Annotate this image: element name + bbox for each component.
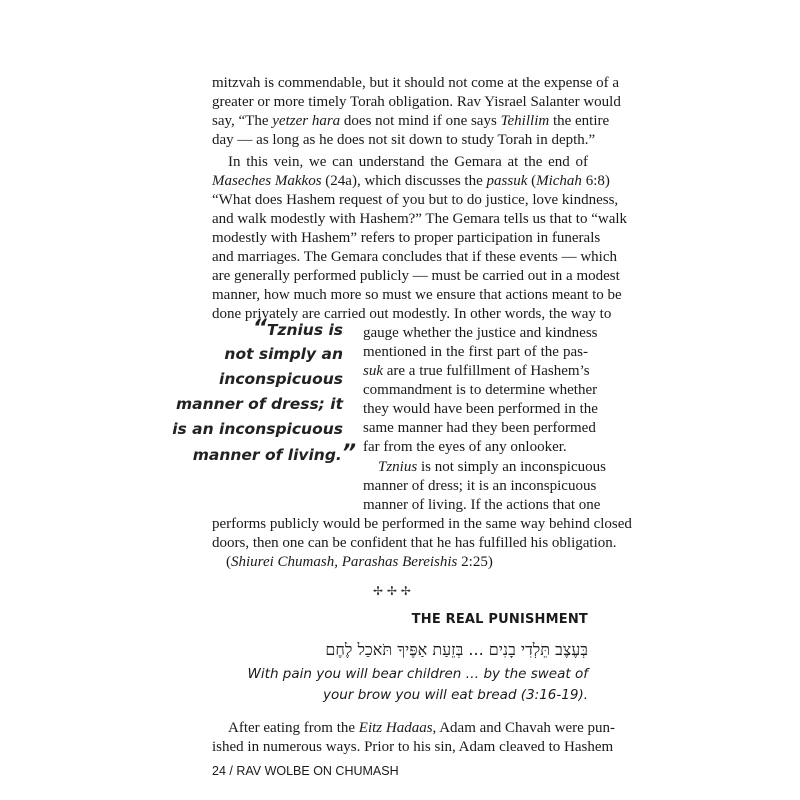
italic-term: Michah xyxy=(536,173,582,189)
body-text-line: performs publicly would be performed in the same way behind closed xyxy=(212,516,632,532)
body-text-line: done privately are carried out modestly. In other words, the way to xyxy=(212,306,612,322)
body-text-line: mitzvah is commendable, but it should not come at the expense of a xyxy=(212,75,619,91)
italic-term: Shiurei Chumash, Parashas Bereishis xyxy=(231,554,458,570)
text-span: After eating from the xyxy=(228,720,359,736)
verse-translation-line: With pain you will bear children … by the sweat of xyxy=(247,666,588,682)
pull-quote-line: is an inconspicuous xyxy=(172,420,343,438)
body-text-line: and marriages. The Gemara concludes that if these events — which xyxy=(212,249,617,265)
text-span: the entire xyxy=(549,113,610,129)
close-quote-mark: ” xyxy=(341,441,356,466)
italic-term: Maseches Makkos xyxy=(212,173,322,189)
body-text-line xyxy=(212,172,610,191)
section-separator: ✢ ✢ ✢ xyxy=(373,584,411,598)
italic-term: Tznius xyxy=(378,459,418,475)
body-text-line: manner of living. If the actions that one xyxy=(363,497,601,513)
body-text-line: greater or more timely Torah obligation. Rav Yisrael Salanter would xyxy=(212,94,621,110)
italic-term: suk xyxy=(363,363,383,379)
body-text-line: mentioned in the first part of the pas- xyxy=(363,344,588,360)
text-span: , Adam and Chavah were pun- xyxy=(432,720,615,736)
pull-quote-text: manner of living. xyxy=(192,446,342,464)
body-text-line: “What does Hashem request of you but to do justice, love kindness, xyxy=(212,192,619,208)
section-heading: THE REAL PUNISHMENT xyxy=(411,612,588,627)
body-text-line: gauge whether the justice and kindness xyxy=(363,325,598,341)
text-span: is not simply an inconspicuous xyxy=(417,459,606,475)
body-text-line xyxy=(228,719,615,738)
pull-quote-text: Tznius is xyxy=(266,321,343,339)
body-text-line: and walk modestly with Hashem?” The Gemara tells us that to “walk xyxy=(212,211,628,227)
text-span: ( xyxy=(226,554,231,570)
body-text-line xyxy=(378,458,606,477)
body-text-line xyxy=(212,112,610,131)
body-text-line: far from the eyes of any onlooker. xyxy=(363,439,567,455)
italic-term: passuk xyxy=(486,173,528,189)
body-text-line: are generally performed publicly — must be carried out in a modest xyxy=(212,268,620,284)
text-span: (24a), which discusses the xyxy=(321,173,487,189)
text-span: 2:25) xyxy=(457,554,493,570)
text-span: are a true fulfillment of Hashem’s xyxy=(383,363,590,379)
hebrew-verse: בְּעֶצֶב תֵּלְדִי בָנִים ... בְּזֵעַת אַפֶּיךָ תֹּאכַל לֶחֶם xyxy=(325,640,588,659)
body-text-line: same manner had they been performed xyxy=(363,420,596,436)
body-text-line: In this vein, we can understand the Gemara at the end of xyxy=(228,154,588,170)
text-span: ( xyxy=(527,173,537,189)
pull-quote-line: manner of dress; it xyxy=(175,395,343,413)
body-text-line xyxy=(363,362,588,381)
open-quote-mark: “ xyxy=(252,316,267,341)
page-footer: 24 / RAV WOLBE ON CHUMASH xyxy=(212,764,399,778)
text-span: say, “The xyxy=(212,113,273,129)
pull-quote-line xyxy=(253,318,343,341)
italic-term: yetzer hara xyxy=(272,113,341,129)
body-text-line: commandment is to determine whether xyxy=(363,382,598,398)
text-span: 6:8) xyxy=(581,173,610,189)
body-text-line: manner, how much more so must we ensure that actions meant to be xyxy=(212,287,622,303)
pull-quote-line: inconspicuous xyxy=(219,370,343,388)
body-text-line: doors, then one can be confident that he has fulfilled his obligation. xyxy=(212,535,617,551)
body-text-line: manner of dress; it is an inconspicuous xyxy=(363,478,597,494)
body-text-line: ished in numerous ways. Prior to his sin, Adam cleaved to Hashem xyxy=(212,739,614,755)
text-span: does not mind if one says xyxy=(340,113,501,129)
verse-translation-line: your brow you will eat bread (3:16-19). xyxy=(323,687,588,703)
body-text-line: day — as long as he does not sit down to study Torah in depth.” xyxy=(212,132,596,148)
body-text-line: modestly with Hashem” refers to proper participation in funerals xyxy=(212,230,601,246)
body-text-line: they would have been performed in the xyxy=(363,401,598,417)
pull-quote-line xyxy=(193,443,356,466)
italic-term: Tehillim xyxy=(500,113,550,129)
italic-term: Eitz Hadaas xyxy=(358,720,433,736)
pull-quote-line: not simply an xyxy=(224,345,343,363)
citation-line xyxy=(226,553,493,572)
